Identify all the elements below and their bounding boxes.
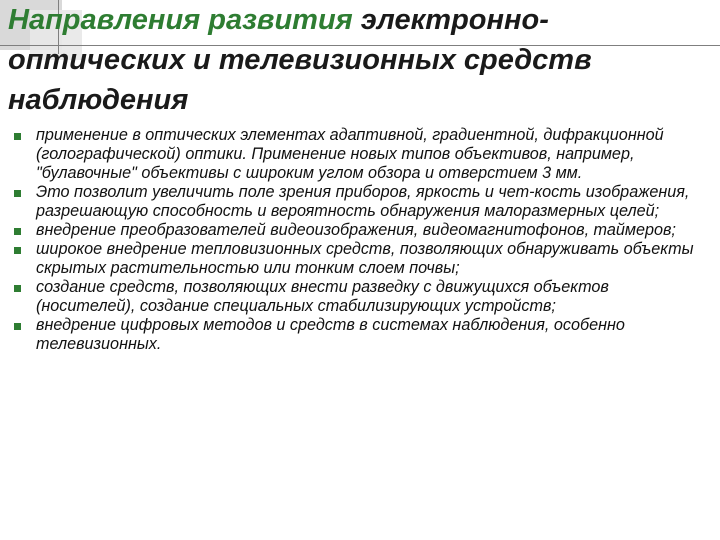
bullet-text: Это позволит увеличить поле зрения приборов, яркость и чет-кость изображения, разрешающую способность и вероятность обнаружения малоразмерных целей; bbox=[36, 183, 690, 220]
bullet-item bbox=[14, 126, 704, 183]
bullet-item bbox=[14, 316, 704, 354]
slide-title bbox=[8, 0, 713, 120]
bullet-item bbox=[14, 240, 704, 278]
bullet-text: внедрение цифровых методов и средств в системах наблюдения, особенно телевизионных. bbox=[36, 316, 625, 353]
bullet-text: внедрение преобразователей видеоизображения, видеомагнитофонов, таймеров; bbox=[36, 221, 676, 239]
square-bullet-icon bbox=[14, 190, 21, 197]
square-bullet-icon bbox=[14, 285, 21, 292]
bullet-item bbox=[14, 221, 704, 240]
square-bullet-icon bbox=[14, 247, 21, 254]
square-bullet-icon bbox=[14, 133, 21, 140]
bullet-text: широкое внедрение тепловизионных средств, позволяющих обнаруживать объекты скрытых растительностью или тонким слоем почвы; bbox=[36, 240, 694, 277]
slide-title-rest: электронно-оптических и телевизионных средств наблюдения bbox=[8, 4, 592, 116]
bullet-text: применение в оптических элементах адаптивной, градиентной, дифракционной (голографической) оптики. Применение новых типов объективов, например, "булавочные" объективы с широким углом обзора и отверстием 3 мм. bbox=[36, 126, 664, 182]
slide-title-highlight: Направления развития bbox=[8, 4, 353, 36]
bullet-item bbox=[14, 278, 704, 316]
square-bullet-icon bbox=[14, 323, 21, 330]
bullet-list bbox=[14, 126, 704, 354]
square-bullet-icon bbox=[14, 228, 21, 235]
bullet-text: создание средств, позволяющих внести разведку с движущихся объектов (носителей), создание специальных стабилизирующих устройств; bbox=[36, 278, 609, 315]
bullet-item bbox=[14, 183, 704, 221]
